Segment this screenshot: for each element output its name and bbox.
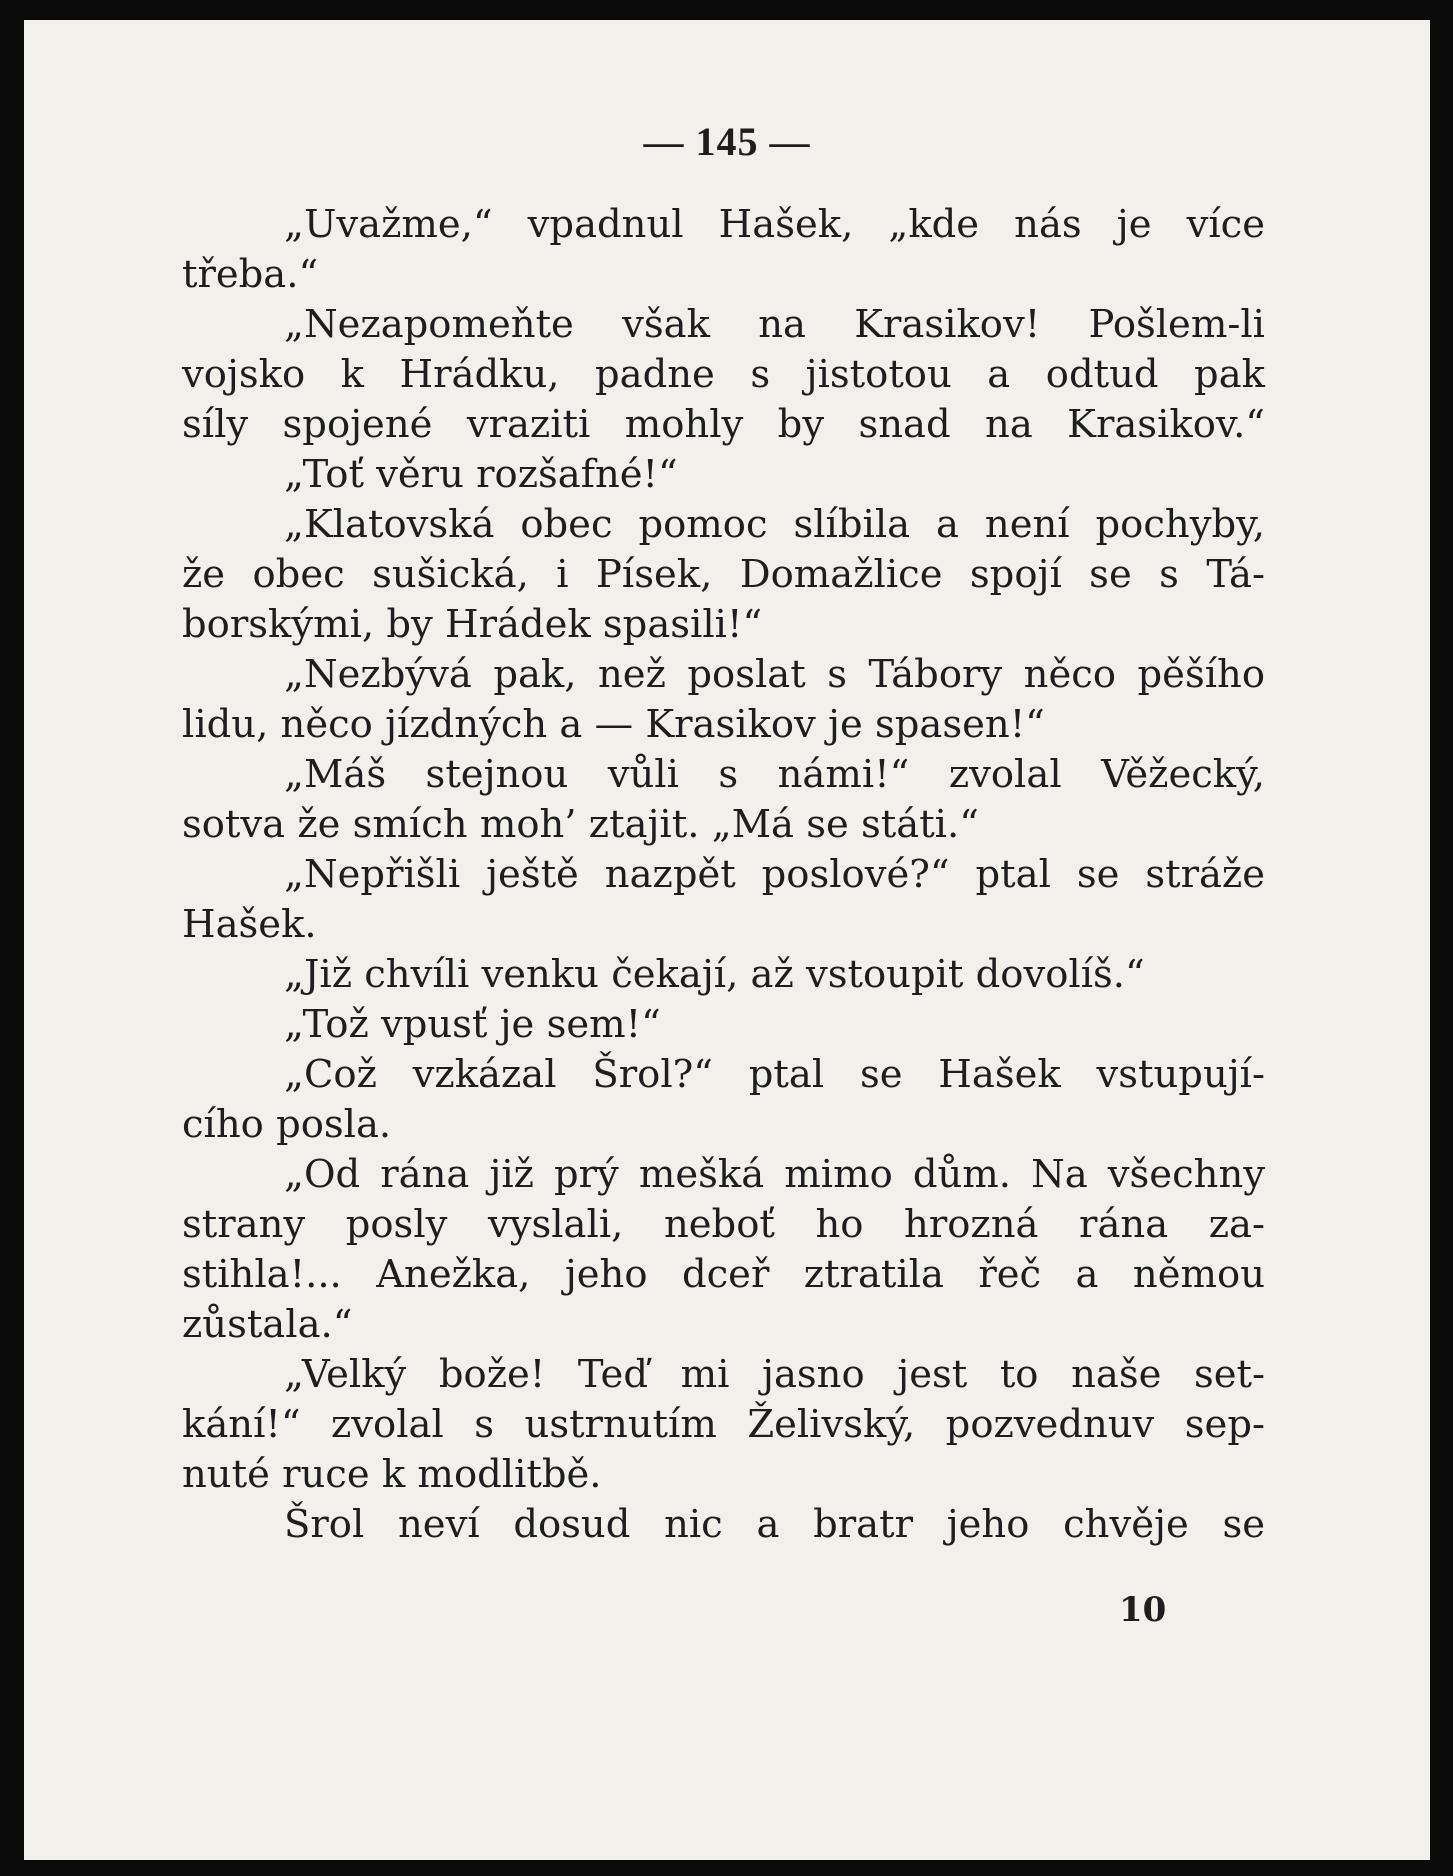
text-line: že obec sušická, i Písek, Domažlice spojí se s Tá- — [182, 552, 1265, 597]
text-line: třeba.“ — [182, 252, 319, 297]
book-page — [24, 20, 1430, 1860]
text-line: „Již chvíli venku čekají, až vstoupit dovolíš.“ — [284, 952, 1145, 997]
text-line: „Nezbývá pak, než poslat s Tábory něco pěšího — [284, 652, 1265, 697]
text-line: borskými, by Hrádek spasili!“ — [182, 602, 763, 647]
text-line: zůstala.“ — [182, 1302, 353, 1347]
text-line: sotva že smích moh’ ztajit. „Má se státi.“ — [182, 802, 979, 847]
page-header: — 145 — — [643, 119, 811, 164]
text-line: Šrol neví dosud nic a bratr jeho chvěje se — [284, 1502, 1265, 1547]
text-line: „Máš stejnou vůli s námi!“ zvolal Věžecký, — [284, 752, 1265, 797]
text-line: stihla!... Anežka, jeho dceř ztratila řeč a němou — [182, 1252, 1265, 1297]
text-line: cího posla. — [182, 1102, 392, 1147]
body-text — [182, 200, 1265, 1550]
text-line: vojsko k Hrádku, padne s jistotou a odtud pak — [182, 352, 1265, 397]
text-line: „Klatovská obec pomoc slíbila a není pochyby, — [284, 502, 1265, 547]
text-line: „Nepřišli ještě nazpět poslové?“ ptal se stráže — [284, 852, 1265, 897]
text-line: „Od rána již prý mešká mimo dům. Na všechny — [284, 1152, 1265, 1197]
text-line: Hašek. — [182, 902, 317, 947]
text-line: kání!“ zvolal s ustrnutím Želivský, pozvednuv sep- — [182, 1402, 1265, 1447]
text-line: „Tož vpusť je sem!“ — [284, 1002, 661, 1047]
text-line: „Uvažme,“ vpadnul Hašek, „kde nás je více — [284, 202, 1265, 247]
text-line: strany posly vyslali, neboť ho hrozná rána za- — [182, 1202, 1265, 1247]
text-line: „Toť věru rozšafné!“ — [284, 452, 678, 497]
signature-mark: 10 — [1119, 1590, 1167, 1630]
text-line: síly spojené vraziti mohly by snad na Krasikov.“ — [182, 402, 1265, 447]
text-line: „Velký bože! Teď mi jasno jest to naše set- — [284, 1352, 1265, 1397]
text-line: „Nezapomeňte však na Krasikov! Pošlem-li — [284, 302, 1265, 347]
text-line: „Což vzkázal Šrol?“ ptal se Hašek vstupují- — [284, 1052, 1265, 1097]
text-line: nuté ruce k modlitbě. — [182, 1452, 602, 1497]
text-line: lidu, něco jízdných a — Krasikov je spasen!“ — [182, 702, 1045, 747]
